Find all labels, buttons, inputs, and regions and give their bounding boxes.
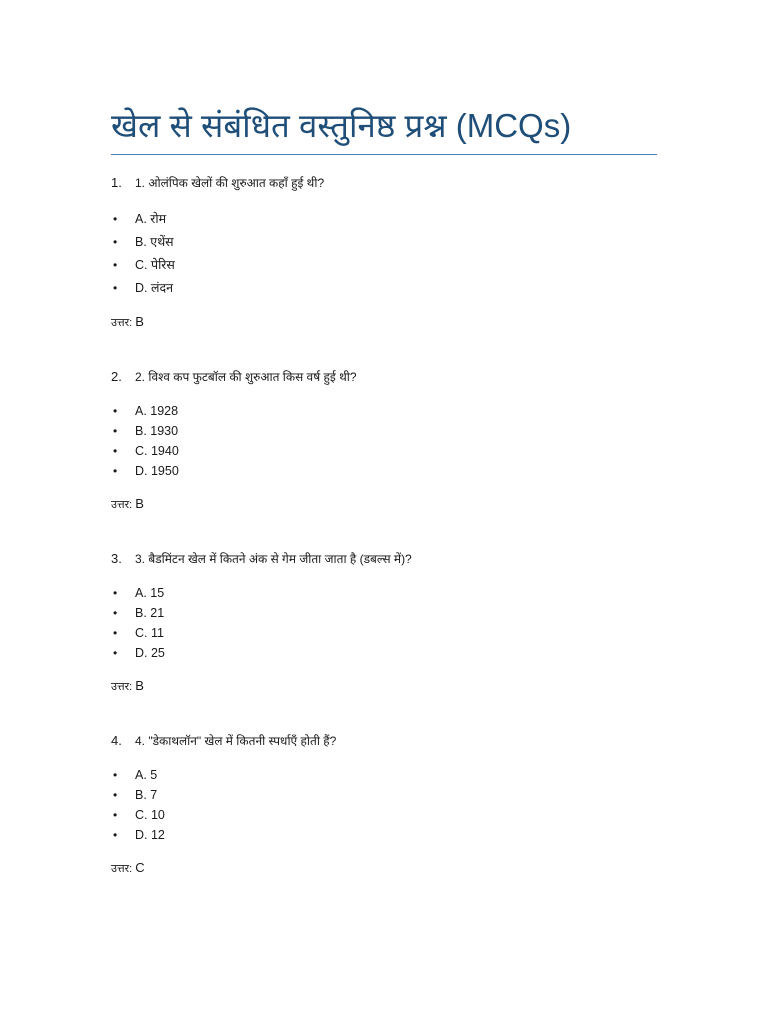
option-text: A. 5 xyxy=(135,768,158,782)
option-item xyxy=(111,643,511,663)
option-text: A. रोम xyxy=(135,212,167,226)
option-text: C. 11 xyxy=(135,626,164,640)
question-line xyxy=(111,173,324,193)
bullet-icon: • xyxy=(113,281,118,295)
bullet-icon: • xyxy=(113,464,118,478)
bullet-icon: • xyxy=(113,212,118,226)
option-text: B. एथेंस xyxy=(135,235,174,249)
answer-value: B xyxy=(135,678,144,693)
bullet-icon: • xyxy=(113,424,118,438)
option-text: D. लंदन xyxy=(135,281,174,295)
question-text: 1. ओलंपिक खेलों की शुरुआत कहाँ हुई थी? xyxy=(135,176,325,190)
answer-line xyxy=(111,858,145,878)
option-item xyxy=(111,785,511,805)
question-text: 2. विश्व कप फुटबॉल की शुरुआत किस वर्ष हुई थी? xyxy=(135,370,357,384)
option-item xyxy=(111,255,511,278)
bullet-icon: • xyxy=(113,235,118,249)
option-text: A. 1928 xyxy=(135,404,179,418)
option-item xyxy=(111,401,511,421)
answer-label: उत्तर: xyxy=(111,499,133,511)
options-list xyxy=(111,209,511,301)
answer-line xyxy=(111,676,144,696)
bullet-icon: • xyxy=(113,828,118,842)
option-item xyxy=(111,209,511,232)
option-text: D. 25 xyxy=(135,646,165,660)
option-text: C. पेरिस xyxy=(135,258,175,272)
option-item xyxy=(111,232,511,255)
option-item xyxy=(111,421,511,441)
option-item xyxy=(111,583,511,603)
answer-label: उत्तर: xyxy=(111,863,133,875)
question-line xyxy=(111,367,357,387)
answer-label: उत्तर: xyxy=(111,681,133,693)
options-list xyxy=(111,765,511,845)
page-title: खेल से संबंधित वस्तुनिष्ठ प्रश्न (MCQs) xyxy=(111,107,572,144)
question-number: 3. xyxy=(111,551,122,566)
option-text: C. 10 xyxy=(135,808,165,822)
option-text: D. 1950 xyxy=(135,464,179,478)
answer-label: उत्तर: xyxy=(111,317,133,329)
bullet-icon: • xyxy=(113,606,118,620)
answer-value: C xyxy=(135,860,145,875)
option-item xyxy=(111,825,511,845)
option-item xyxy=(111,278,511,301)
bullet-icon: • xyxy=(113,646,118,660)
bullet-icon: • xyxy=(113,444,118,458)
answer-line xyxy=(111,494,144,514)
question-line xyxy=(111,731,336,751)
option-text: B. 21 xyxy=(135,606,165,620)
option-item xyxy=(111,765,511,785)
options-list xyxy=(111,583,511,663)
option-text: D. 12 xyxy=(135,828,165,842)
question-line xyxy=(111,549,412,569)
answer-value: B xyxy=(135,496,144,511)
option-text: A. 15 xyxy=(135,586,165,600)
bullet-icon: • xyxy=(113,768,118,782)
question-number: 2. xyxy=(111,369,122,384)
answer-line xyxy=(111,312,144,332)
bullet-icon: • xyxy=(113,586,118,600)
options-list xyxy=(111,401,511,481)
question-number: 1. xyxy=(111,175,122,190)
option-text: B. 1930 xyxy=(135,424,179,438)
answer-value: B xyxy=(135,314,144,329)
question-text: 3. बैडमिंटन खेल में कितने अंक से गेम जीता जाता है (डबल्स में)? xyxy=(135,552,412,566)
bullet-icon: • xyxy=(113,808,118,822)
question-text: 4. "डेकाथलॉन" खेल में कितनी स्पर्धाएँ होती हैं? xyxy=(135,734,337,748)
question-number: 4. xyxy=(111,733,122,748)
bullet-icon: • xyxy=(113,404,118,418)
option-item xyxy=(111,461,511,481)
bullet-icon: • xyxy=(113,258,118,272)
option-item xyxy=(111,603,511,623)
bullet-icon: • xyxy=(113,788,118,802)
title-divider xyxy=(111,154,657,155)
option-item xyxy=(111,805,511,825)
bullet-icon: • xyxy=(113,626,118,640)
option-text: B. 7 xyxy=(135,788,158,802)
option-item xyxy=(111,623,511,643)
option-text: C. 1940 xyxy=(135,444,179,458)
option-item xyxy=(111,441,511,461)
